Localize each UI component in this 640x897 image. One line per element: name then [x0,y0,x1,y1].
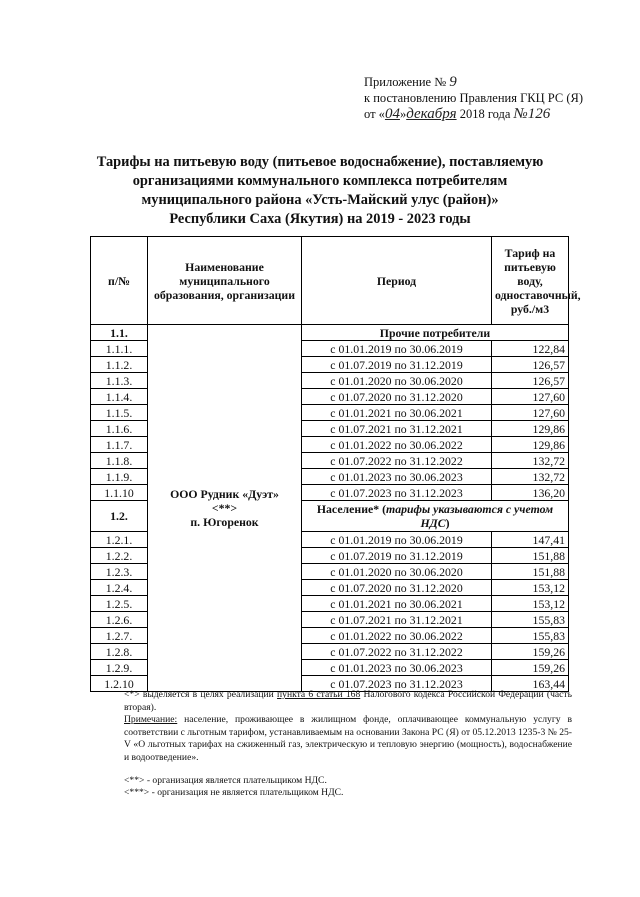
remark-text: население, проживающее в жилищном фонде, оплачивающее коммунальную услугу в соответствии с льготным тарифом, устанавливаемым на основании Закона РС (Я) от 05.12.2013 1235-3 № 25-V «О льготных тарифах на сжиженный газ, электрическую и тепловую энергию (мощность), водоснабжение и водоотведение». [124,714,572,763]
row-tariff: 129,86 [492,421,569,437]
footnote-vat-text-end: Налогового кодекса Российской Федерации (часть вторая). [124,689,572,713]
appendix-label: Приложение № [364,75,447,89]
resolution-date-line [364,106,583,122]
remark-label: Примечание: [124,714,178,726]
date-month: декабря [406,106,457,122]
row-tariff: 151,88 [492,548,569,564]
group-label-part: Население* ( [316,502,387,516]
date-year: 2018 года [459,107,511,121]
row-period: с 01.07.2020 по 31.12.2020 [302,389,492,405]
row-period: с 01.01.2019 по 30.06.2019 [302,341,492,357]
row-period: с 01.07.2022 по 31.12.2022 [302,453,492,469]
title-line-4: Республики Саха (Якутия) на 2019 - 2023 годы [169,211,471,227]
row-number: 1.1.10 [91,485,148,501]
row-period: с 01.07.2019 по 31.12.2019 [302,357,492,373]
row-number: 1.1.7. [91,437,148,453]
group-num: 1.2. [91,501,148,532]
row-period: с 01.07.2023 по 31.12.2023 [302,485,492,501]
row-number: 1.2.9. [91,660,148,676]
group-label [302,501,569,532]
row-period: с 01.01.2021 по 30.06.2021 [302,596,492,612]
row-tariff: 129,86 [492,437,569,453]
row-period: с 01.01.2020 по 30.06.2020 [302,373,492,389]
group-label: Прочие потребители [302,325,569,341]
row-number: 1.1.4. [91,389,148,405]
row-number: 1.2.6. [91,612,148,628]
date-day: 04 [384,106,400,122]
col-header-num: п/№ [91,237,148,325]
row-tariff: 153,12 [492,596,569,612]
row-tariff: 147,41 [492,532,569,548]
row-period: с 01.07.2022 по 31.12.2022 [302,644,492,660]
row-tariff: 151,88 [492,564,569,580]
footnote-vat [124,689,572,714]
row-number: 1.1.5. [91,405,148,421]
row-period: с 01.07.2021 по 31.12.2021 [302,612,492,628]
col-header-name: Наименование муниципального образования, организации [148,237,302,325]
row-period: с 01.01.2022 по 30.06.2022 [302,437,492,453]
row-number: 1.1.1. [91,341,148,357]
row-period: с 01.01.2023 по 30.06.2023 [302,469,492,485]
row-tariff: 126,57 [492,373,569,389]
resolution-reference: к постановлению Правления ГКЦ РС (Я) [364,91,584,105]
title-line-3: муниципального района «Усть-Майский улус (район)» [141,192,499,208]
date-quote: » [399,107,407,121]
document-title [80,153,560,229]
row-period: с 01.07.2021 по 31.12.2021 [302,421,492,437]
col-header-tariff: Тариф на питьевую воду, одноставочный, руб./м3 [492,237,569,325]
row-tariff: 127,60 [492,389,569,405]
row-period: с 01.01.2020 по 30.06.2020 [302,564,492,580]
row-number: 1.1.9. [91,469,148,485]
appendix-number: 9 [449,74,457,90]
footnote-non-vat-payer: <***> - организация не является плательщиком НДС. [124,787,344,799]
table-header-row [91,237,569,325]
row-tariff: 163,44 [492,676,569,692]
row-number: 1.2.3. [91,564,148,580]
organization-cell [148,325,302,692]
group-row-other [91,325,569,341]
row-number: 1.2.4. [91,580,148,596]
tariff-table [90,236,581,692]
row-number: 1.2.8. [91,644,148,660]
row-tariff: 126,57 [492,357,569,373]
row-number: 1.1.6. [91,421,148,437]
row-period: с 01.07.2023 по 31.12.2023 [302,676,492,692]
row-number: 1.2.2. [91,548,148,564]
title-line-1: Тарифы на питьевую воду (питьевое водоснабжение), поставляемую [96,154,544,170]
row-number: 1.1.2. [91,357,148,373]
row-tariff: 159,26 [492,644,569,660]
footnote-remark [124,714,572,764]
row-tariff: 122,84 [492,341,569,357]
row-period: с 01.01.2019 по 30.06.2019 [302,532,492,548]
group-num: 1.1. [91,325,148,341]
title-line-2: организациями коммунального комплекса потребителям [132,173,508,189]
row-period: с 01.01.2021 по 30.06.2021 [302,405,492,421]
footnotes [124,689,572,800]
row-tariff: 153,12 [492,580,569,596]
row-tariff: 155,83 [492,612,569,628]
row-period: с 01.07.2019 по 31.12.2019 [302,548,492,564]
footnote-vat-text: <*> выделяется в целях реализации [124,689,278,700]
row-number: 1.1.3. [91,373,148,389]
col-header-period: Период [302,237,492,325]
row-number: 1.2.1. [91,532,148,548]
row-tariff: 132,72 [492,453,569,469]
group-label-part: ) [445,516,450,530]
resolution-number: №126 [513,106,551,122]
row-tariff: 136,20 [492,485,569,501]
group-label-part: тарифы указываются с учетом НДС [386,502,554,530]
appendix-header [364,74,583,122]
row-tariff: 155,83 [492,628,569,644]
row-tariff: 159,26 [492,660,569,676]
date-prefix: от « [364,107,385,121]
row-period: с 01.01.2022 по 30.06.2022 [302,628,492,644]
organization-name: ООО Рудник «Дуэт» [170,487,279,501]
organization-locality: п. Югоренок [190,515,259,529]
organization-vat-mark: <**> [211,501,238,515]
row-number: 1.2.5. [91,596,148,612]
appendix-number-line [364,74,583,90]
table-body [91,325,569,692]
row-period: с 01.01.2023 по 30.06.2023 [302,660,492,676]
row-number: 1.2.7. [91,628,148,644]
row-number: 1.1.8. [91,453,148,469]
row-tariff: 132,72 [492,469,569,485]
row-tariff: 127,60 [492,405,569,421]
footnote-vat-payer: <**> - организация является плательщиком НДС. [124,774,327,786]
tax-code-link[interactable]: пункта 6 статьи 168 [277,689,361,700]
row-period: с 01.07.2020 по 31.12.2020 [302,580,492,596]
row-number: 1.2.10 [91,676,148,692]
